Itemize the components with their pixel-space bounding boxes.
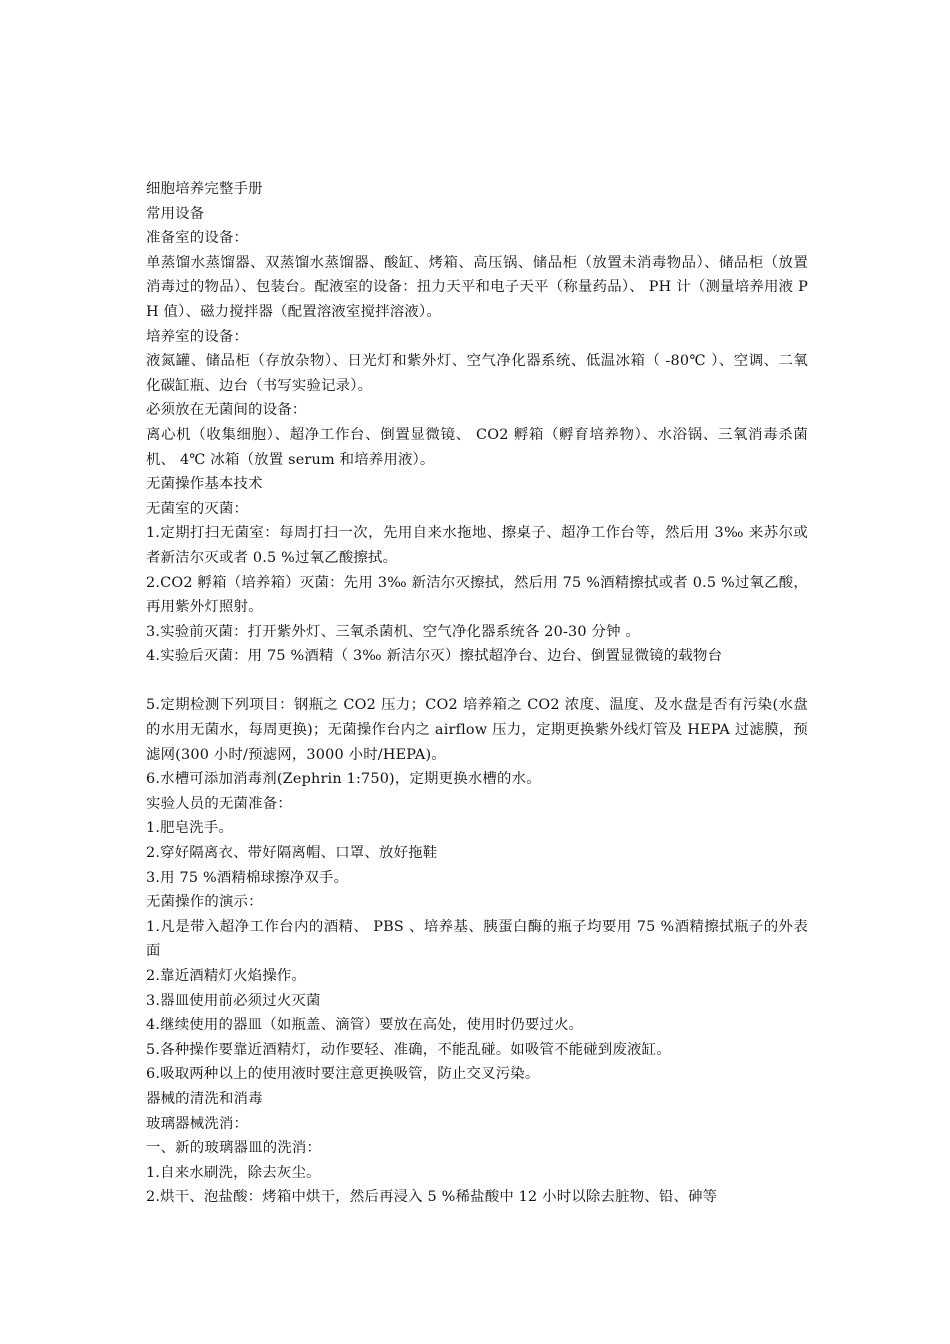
- list-item: 2.CO2 孵箱（培养箱）灭菌：先用 3‰ 新洁尔灭擦拭，然后用 75 %酒精擦拭或者 0.5 %过氧乙酸，再用紫外灯照射。: [146, 574, 808, 616]
- list-item: 4.实验后灭菌：用 75 %酒精（ 3‰ 新洁尔灭）擦拭超净台、边台、倒置显微镜的载物台: [146, 648, 723, 665]
- doc-title: 细胞培养完整手册: [146, 181, 263, 197]
- list-item: 1.肥皂洗手。: [146, 820, 234, 837]
- paragraph-prep-room-equipment: 单蒸馏水蒸馏器、双蒸馏水蒸馏器、酸缸、烤箱、高压锅、储品柜（放置未消毒物品）、储品柜（放置消毒过的物品）、包装台。配液室的设备：扭力天平和电子天平（称量药品）、 PH 计（测量培养用液 PH 值）、磁力搅拌器（配置溶液室搅拌溶液）。: [146, 254, 808, 320]
- list-item: 4.继续使用的器皿（如瓶盖、滴管）要放在高处，使用时仍要过火。: [146, 1017, 584, 1034]
- subheading-glassware: 玻璃器械洗消：: [146, 1115, 249, 1132]
- subheading-aseptic-demo: 无菌操作的演示：: [146, 894, 263, 911]
- list-item: 2.烘干、泡盐酸：烤箱中烘干，然后再浸入 5 %稀盐酸中 12 小时以除去脏物、铅、砷等: [146, 1189, 718, 1206]
- section-heading-cleaning: 器械的清洗和消毒: [146, 1090, 263, 1107]
- list-item: 3.器皿使用前必须过火灭菌: [146, 992, 321, 1009]
- list-item: 1.凡是带入超净工作台内的酒精、 PBS 、培养基、胰蛋白酶的瓶子均要用 75 %酒精擦拭瓶子的外表面: [146, 918, 808, 960]
- blank-line: [146, 669, 808, 694]
- subheading-culture-room: 培养室的设备：: [146, 328, 249, 345]
- subheading-new-glassware: 一、新的玻璃器皿的洗消：: [146, 1140, 322, 1157]
- document-body: [146, 177, 808, 1210]
- list-item: 3.用 75 %酒精棉球擦净双手。: [146, 869, 349, 886]
- subheading-sterile-room: 必须放在无菌间的设备：: [146, 402, 307, 419]
- paragraph-sterile-room-equipment: 离心机（收集细胞）、超净工作台、倒置显微镜、 CO2 孵箱（孵育培养物）、水浴锅、三氧消毒杀菌机、 4℃ 冰箱（放置 serum 和培养用液）。: [146, 426, 808, 468]
- list-item: 6.水槽可添加消毒剂(Zephrin 1:750)，定期更换水槽的水。: [146, 771, 541, 788]
- subheading-sterilization: 无菌室的灭菌：: [146, 500, 249, 517]
- list-item: 3.实验前灭菌：打开紫外灯、三氧杀菌机、空气净化器系统各 20-30 分钟 。: [146, 623, 641, 640]
- subheading-prep-room: 准备室的设备：: [146, 230, 249, 247]
- list-item: 2.穿好隔离衣、带好隔离帽、口罩、放好拖鞋: [146, 845, 438, 862]
- list-item: 5.定期检测下列项目：钢瓶之 CO2 压力；CO2 培养箱之 CO2 浓度、温度、及水盘是否有污染(水盘的水用无菌水，每周更换)；无菌操作台内之 airflow 压力，定期更换紫外线灯管及 HEPA 过滤膜，预滤网(300 小时/预滤网，3000 小时/HEPA)。: [146, 697, 808, 763]
- list-item: 2.靠近酒精灯火焰操作。: [146, 968, 307, 984]
- list-item: 1.自来水刷洗，除去灰尘。: [146, 1164, 321, 1181]
- subheading-personnel-prep: 实验人员的无菌准备：: [146, 795, 292, 812]
- list-item: 5.各种操作要靠近酒精灯，动作要轻、准确，不能乱碰。如吸管不能碰到废液缸。: [146, 1041, 671, 1058]
- section-heading-aseptic: 无菌操作基本技术: [146, 476, 263, 493]
- list-item: 6.吸取两种以上的使用液时要注意更换吸管，防止交叉污染。: [146, 1066, 540, 1083]
- section-heading-equipment: 常用设备: [146, 205, 205, 222]
- paragraph-culture-room-equipment: 液氮罐、储品柜（存放杂物）、日光灯和紫外灯、空气净化器系统、低温冰箱（ -80℃ ）、空调、二氧化碳缸瓶、边台（书写实验记录）。: [146, 353, 808, 394]
- list-item: 1.定期打扫无菌室：每周打扫一次，先用自来水拖地、擦桌子、超净工作台等，然后用 3‰ 来苏尔或者新洁尔灭或者 0.5 %过氧乙酸擦拭。: [146, 525, 808, 566]
